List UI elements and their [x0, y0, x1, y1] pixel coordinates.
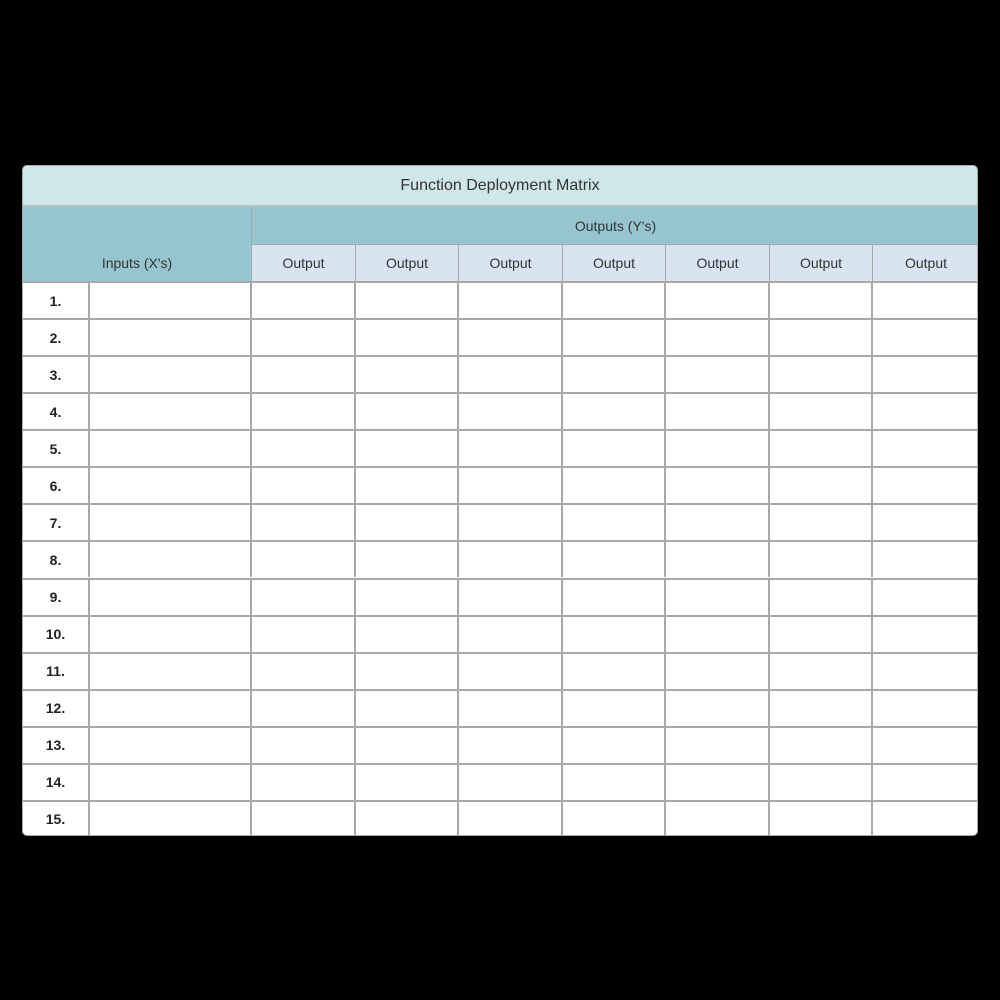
matrix-row [23, 726, 977, 763]
output-cell[interactable] [252, 505, 356, 540]
output-cell[interactable] [563, 431, 666, 466]
matrix-row [23, 763, 977, 800]
output-cell[interactable] [252, 394, 356, 429]
output-cell[interactable] [770, 431, 873, 466]
output-cell[interactable] [873, 431, 978, 466]
output-cell[interactable] [356, 431, 459, 466]
matrix-row [23, 503, 977, 540]
output-cell[interactable] [666, 357, 770, 392]
output-cell[interactable] [873, 505, 978, 540]
matrix-row [23, 392, 977, 429]
row-number: 13. [23, 728, 90, 763]
output-cell[interactable] [873, 542, 978, 577]
matrix-row [23, 540, 977, 577]
output-cell[interactable] [252, 580, 356, 615]
output-column-header: Output [459, 244, 563, 281]
output-cell[interactable] [459, 691, 563, 726]
matrix-row [23, 355, 977, 392]
output-cell[interactable] [563, 283, 666, 318]
output-cell[interactable] [252, 468, 356, 503]
matrix-row [23, 652, 977, 689]
output-cell[interactable] [459, 283, 563, 318]
output-cell[interactable] [356, 765, 459, 800]
output-cell[interactable] [356, 394, 459, 429]
output-cell[interactable] [356, 728, 459, 763]
output-cell[interactable] [666, 765, 770, 800]
output-cell[interactable] [459, 394, 563, 429]
row-number: 10. [23, 617, 90, 652]
output-cell[interactable] [873, 617, 978, 652]
matrix-row [23, 689, 977, 726]
output-cell[interactable] [356, 542, 459, 577]
output-cell[interactable] [563, 654, 666, 689]
output-cell[interactable] [873, 468, 978, 503]
output-cell[interactable] [252, 320, 356, 355]
output-cell[interactable] [252, 728, 356, 763]
output-cell[interactable] [666, 431, 770, 466]
output-cell[interactable] [252, 617, 356, 652]
output-cell[interactable] [459, 505, 563, 540]
output-cell[interactable] [666, 617, 770, 652]
output-cell[interactable] [873, 654, 978, 689]
output-cell[interactable] [770, 765, 873, 800]
output-cell[interactable] [563, 765, 666, 800]
output-cell[interactable] [563, 617, 666, 652]
output-cell[interactable] [666, 542, 770, 577]
output-cell[interactable] [356, 320, 459, 355]
row-number: 14. [23, 765, 90, 800]
output-cell[interactable] [252, 431, 356, 466]
output-cell[interactable] [873, 394, 978, 429]
input-cell[interactable] [90, 728, 252, 763]
output-column-header: Output [252, 244, 356, 281]
output-cell[interactable] [563, 505, 666, 540]
output-cell[interactable] [252, 802, 356, 836]
input-cell[interactable] [90, 431, 252, 466]
output-cell[interactable] [873, 580, 978, 615]
output-cell[interactable] [770, 691, 873, 726]
output-cell[interactable] [666, 580, 770, 615]
output-cell[interactable] [563, 357, 666, 392]
matrix-row [23, 800, 977, 836]
row-number: 11. [23, 654, 90, 689]
row-number: 3. [23, 357, 90, 392]
row-number: 6. [23, 468, 90, 503]
output-cell[interactable] [252, 654, 356, 689]
input-cell[interactable] [90, 617, 252, 652]
input-cell[interactable] [90, 580, 252, 615]
output-cell[interactable] [873, 320, 978, 355]
matrix-title: Function Deployment Matrix [23, 166, 977, 207]
output-cell[interactable] [252, 765, 356, 800]
matrix-row [23, 429, 977, 466]
output-cell[interactable] [459, 542, 563, 577]
output-cell[interactable] [563, 542, 666, 577]
output-cell[interactable] [770, 394, 873, 429]
output-cell[interactable] [356, 468, 459, 503]
output-cell[interactable] [770, 283, 873, 318]
output-cell[interactable] [873, 802, 978, 836]
output-column-header: Output [563, 244, 666, 281]
input-cell[interactable] [90, 468, 252, 503]
output-cell[interactable] [770, 654, 873, 689]
output-cell[interactable] [770, 468, 873, 503]
row-number: 1. [23, 283, 90, 318]
input-cell[interactable] [90, 357, 252, 392]
row-number: 12. [23, 691, 90, 726]
output-cell[interactable] [666, 320, 770, 355]
output-cell[interactable] [459, 654, 563, 689]
output-cell[interactable] [770, 542, 873, 577]
input-cell[interactable] [90, 283, 252, 318]
output-cell[interactable] [770, 580, 873, 615]
output-cell[interactable] [666, 802, 770, 836]
output-column-header: Output [666, 244, 770, 281]
input-cell[interactable] [90, 394, 252, 429]
input-cell[interactable] [90, 691, 252, 726]
output-cell[interactable] [666, 691, 770, 726]
output-cell[interactable] [356, 357, 459, 392]
row-number: 4. [23, 394, 90, 429]
matrix-row [23, 578, 977, 615]
output-cell[interactable] [563, 580, 666, 615]
output-cell[interactable] [873, 765, 978, 800]
output-cell[interactable] [666, 728, 770, 763]
output-cell[interactable] [459, 357, 563, 392]
output-cell[interactable] [252, 542, 356, 577]
output-cell[interactable] [459, 320, 563, 355]
output-cell[interactable] [459, 728, 563, 763]
output-cell[interactable] [459, 617, 563, 652]
output-cell[interactable] [770, 617, 873, 652]
output-cell[interactable] [356, 283, 459, 318]
input-cell[interactable] [90, 802, 252, 836]
output-column-header: Output [356, 244, 459, 281]
output-cell[interactable] [873, 283, 978, 318]
input-cell[interactable] [90, 320, 252, 355]
output-cell[interactable] [666, 468, 770, 503]
output-cell[interactable] [356, 505, 459, 540]
output-cell[interactable] [873, 357, 978, 392]
input-cell[interactable] [90, 765, 252, 800]
output-cell[interactable] [666, 505, 770, 540]
input-cell[interactable] [90, 505, 252, 540]
output-cell[interactable] [873, 728, 978, 763]
output-cell[interactable] [770, 320, 873, 355]
input-cell[interactable] [90, 654, 252, 689]
output-cell[interactable] [770, 802, 873, 836]
output-cell[interactable] [563, 320, 666, 355]
output-cell[interactable] [563, 394, 666, 429]
output-cell[interactable] [770, 728, 873, 763]
output-cell[interactable] [356, 802, 459, 836]
outputs-header: Outputs (Y's) [252, 207, 978, 244]
output-cell[interactable] [356, 617, 459, 652]
function-deployment-matrix [22, 165, 978, 836]
input-cell[interactable] [90, 542, 252, 577]
output-cell[interactable] [356, 580, 459, 615]
output-cell[interactable] [563, 691, 666, 726]
output-cell[interactable] [459, 431, 563, 466]
output-cell[interactable] [770, 357, 873, 392]
output-cell[interactable] [666, 654, 770, 689]
output-cell[interactable] [356, 691, 459, 726]
matrix-row [23, 615, 977, 652]
matrix-row [23, 281, 977, 318]
output-cell[interactable] [666, 394, 770, 429]
output-cell[interactable] [459, 468, 563, 503]
row-number: 9. [23, 580, 90, 615]
output-cell[interactable] [563, 802, 666, 836]
output-column-header: Output [873, 244, 978, 281]
row-number: 5. [23, 431, 90, 466]
row-number: 15. [23, 802, 90, 836]
output-cell[interactable] [459, 580, 563, 615]
output-cell[interactable] [356, 654, 459, 689]
output-cell[interactable] [563, 728, 666, 763]
output-cell[interactable] [459, 765, 563, 800]
row-number: 2. [23, 320, 90, 355]
output-cell[interactable] [770, 505, 873, 540]
output-cell[interactable] [563, 468, 666, 503]
output-cell[interactable] [873, 691, 978, 726]
output-cell[interactable] [252, 283, 356, 318]
output-cell[interactable] [252, 357, 356, 392]
inputs-header: Inputs (X's) [23, 207, 252, 281]
output-cell[interactable] [252, 691, 356, 726]
output-cell[interactable] [666, 283, 770, 318]
output-column-header: Output [770, 244, 873, 281]
row-number: 7. [23, 505, 90, 540]
matrix-row [23, 318, 977, 355]
row-number: 8. [23, 542, 90, 577]
matrix-row [23, 466, 977, 503]
output-cell[interactable] [459, 802, 563, 836]
